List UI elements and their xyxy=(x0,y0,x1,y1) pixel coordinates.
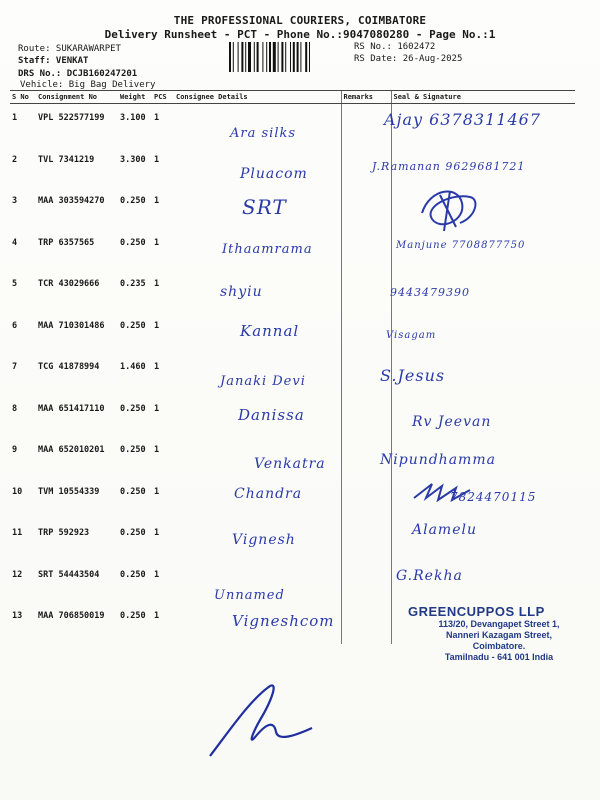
table-header xyxy=(10,91,575,104)
handwritten-signature: 7824470115 xyxy=(450,490,537,504)
stamp-address-1: 113/20, Devangapet Street 1, xyxy=(438,619,560,629)
cell-consignment: TCR 43029666 xyxy=(38,279,100,289)
cell-sno: 4 xyxy=(12,237,18,248)
cell-sno: 8 xyxy=(12,403,18,414)
handwritten-consignee: Pluacom xyxy=(240,166,308,182)
cell-remarks xyxy=(341,561,391,603)
cell-weight: 0.235 xyxy=(120,279,146,289)
cell-consignment: TCG 41878994 xyxy=(38,362,100,372)
cell-remarks xyxy=(341,519,391,561)
staff-signature xyxy=(200,680,320,760)
cell-pcs: 1 xyxy=(154,154,160,165)
cell-pcs: 1 xyxy=(154,279,160,289)
stamp-address-3: Coimbatore. xyxy=(472,641,526,651)
cell-pcs: 1 xyxy=(154,528,160,538)
cell-pcs: 1 xyxy=(154,196,160,206)
barcode xyxy=(228,42,348,72)
cell-remarks xyxy=(341,187,391,229)
col-pcs: PCS xyxy=(152,91,174,104)
handwritten-consignee: Ara silks xyxy=(230,126,297,141)
cell-sno: 5 xyxy=(12,279,18,289)
cell-remarks xyxy=(341,229,391,271)
staff-label: Staff: VENKAT xyxy=(18,56,89,66)
cell-weight: 0.250 xyxy=(120,196,146,206)
stamp-address-4: Tamilnadu - 641 001 India xyxy=(444,652,554,662)
cell-weight: 0.250 xyxy=(120,528,146,538)
col-sno: S No xyxy=(10,91,36,104)
stamp-name: GREENCUPPOS LLP xyxy=(408,604,545,619)
cell-consignment: MAA 706850019 xyxy=(38,611,105,621)
cell-sno: 3 xyxy=(12,196,18,206)
cell-consignment: TRP 592923 xyxy=(38,528,90,538)
signature-curl xyxy=(412,480,487,504)
drs-number: DRS No.: DCJB160247201 xyxy=(18,69,138,79)
cell-sno: 13 xyxy=(12,611,23,621)
cell-weight: 0.250 xyxy=(120,403,146,414)
handwritten-consignee: shyiu xyxy=(220,284,263,300)
cell-remarks xyxy=(341,478,391,520)
col-signature: Seal & Signature xyxy=(391,91,575,104)
col-weight: Weight xyxy=(118,91,152,104)
cell-weight: 0.250 xyxy=(120,445,146,455)
cell-remarks xyxy=(341,312,391,354)
cell-weight: 3.100 xyxy=(120,113,146,123)
cell-weight: 0.250 xyxy=(120,320,146,331)
cell-sno: 10 xyxy=(12,486,23,497)
cell-consignment: TRP 6357565 xyxy=(38,237,95,248)
company-stamp xyxy=(408,604,590,664)
cell-pcs: 1 xyxy=(154,403,160,414)
cell-sno: 7 xyxy=(12,362,18,372)
handwritten-consignee: SRT xyxy=(242,195,287,219)
cell-sno: 11 xyxy=(12,528,23,538)
cell-sno: 9 xyxy=(12,445,18,455)
handwritten-signature: Alamelu xyxy=(412,522,477,538)
cell-consignment: MAA 303594270 xyxy=(38,196,105,206)
rs-date: RS Date: 26-Aug-2025 xyxy=(354,54,463,64)
cell-pcs: 1 xyxy=(154,362,160,372)
cell-consignment: TVL 7341219 xyxy=(38,154,95,165)
handwritten-signature: Ajay 6378311467 xyxy=(384,110,541,129)
handwritten-consignee: Venkatra xyxy=(254,456,326,472)
table-row xyxy=(10,561,575,603)
route-label: Route: SUKARAWARPET xyxy=(18,44,121,54)
cell-weight: 0.250 xyxy=(120,237,146,248)
cell-pcs: 1 xyxy=(154,113,160,123)
cell-sno: 1 xyxy=(12,113,18,123)
cell-pcs: 1 xyxy=(154,445,160,455)
cell-sno: 6 xyxy=(12,320,18,331)
cell-pcs: 1 xyxy=(154,237,160,248)
cell-pcs: 1 xyxy=(154,320,160,331)
col-consignment: Consignment No xyxy=(36,91,118,104)
cell-pcs: 1 xyxy=(154,486,160,497)
cell-weight: 1.460 xyxy=(120,362,146,372)
cell-consignment: SRT 54443504 xyxy=(38,569,100,580)
handwritten-consignee: Janaki Devi xyxy=(220,374,306,389)
handwritten-signature: S.Jesus xyxy=(380,366,446,385)
handwritten-consignee: Chandra xyxy=(234,486,303,502)
vehicle-label: Vehicle: Big Bag Delivery xyxy=(20,80,156,90)
cell-remarks xyxy=(341,395,391,437)
cell-weight: 0.250 xyxy=(120,611,146,621)
handwritten-signature: Manjune 7708877750 xyxy=(396,240,526,251)
handwritten-consignee: Unnamed xyxy=(214,588,285,603)
handwritten-signature: Visagam xyxy=(386,330,437,341)
handwritten-signature: 9443479390 xyxy=(390,286,470,299)
cell-consignment: TVM 10554339 xyxy=(38,486,100,497)
cell-consignment: MAA 651417110 xyxy=(38,403,105,414)
table-row xyxy=(10,187,575,229)
cell-remarks xyxy=(341,602,391,644)
handwritten-consignee: Kannal xyxy=(240,322,300,340)
stamp-address-2: Nanneri Kazagam Street, xyxy=(445,630,553,640)
cell-pcs: 1 xyxy=(154,569,160,580)
cell-consignment: MAA 652010201 xyxy=(38,445,105,455)
cell-weight: 3.300 xyxy=(120,154,146,165)
handwritten-consignee: Ithaamrama xyxy=(222,242,313,257)
handwritten-signature: J.Ramanan 9629681721 xyxy=(372,160,526,173)
handwritten-signature: Nipundhamma xyxy=(380,452,496,468)
cell-consignment: MAA 710301486 xyxy=(38,320,105,331)
cell-weight: 0.250 xyxy=(120,486,146,497)
runsheet-title: Delivery Runsheet - PCT - Phone No.:9047080280 - Page No.:1 xyxy=(104,28,496,41)
signature-scrawl xyxy=(410,183,490,235)
cell-sno: 12 xyxy=(12,569,23,580)
handwritten-signature: Rv Jeevan xyxy=(412,414,492,430)
cell-consignment: VPL 522577199 xyxy=(38,113,105,123)
col-consignee: Consignee Details xyxy=(174,91,341,104)
handwritten-consignee: Danissa xyxy=(238,406,305,424)
rs-number: RS No.: 1602472 xyxy=(354,42,436,52)
cell-sno: 2 xyxy=(12,154,18,165)
company-title: THE PROFESSIONAL COURIERS, COIMBATORE xyxy=(173,14,427,27)
handwritten-signature: G.Rekha xyxy=(396,568,463,584)
cell-remarks xyxy=(341,270,391,312)
cell-weight: 0.250 xyxy=(120,569,146,580)
col-remarks: Remarks xyxy=(341,91,391,104)
handwritten-consignee: Vigneshcom xyxy=(232,612,335,630)
table-row xyxy=(10,270,575,312)
handwritten-consignee: Vignesh xyxy=(232,532,296,548)
cell-pcs: 1 xyxy=(154,611,160,621)
